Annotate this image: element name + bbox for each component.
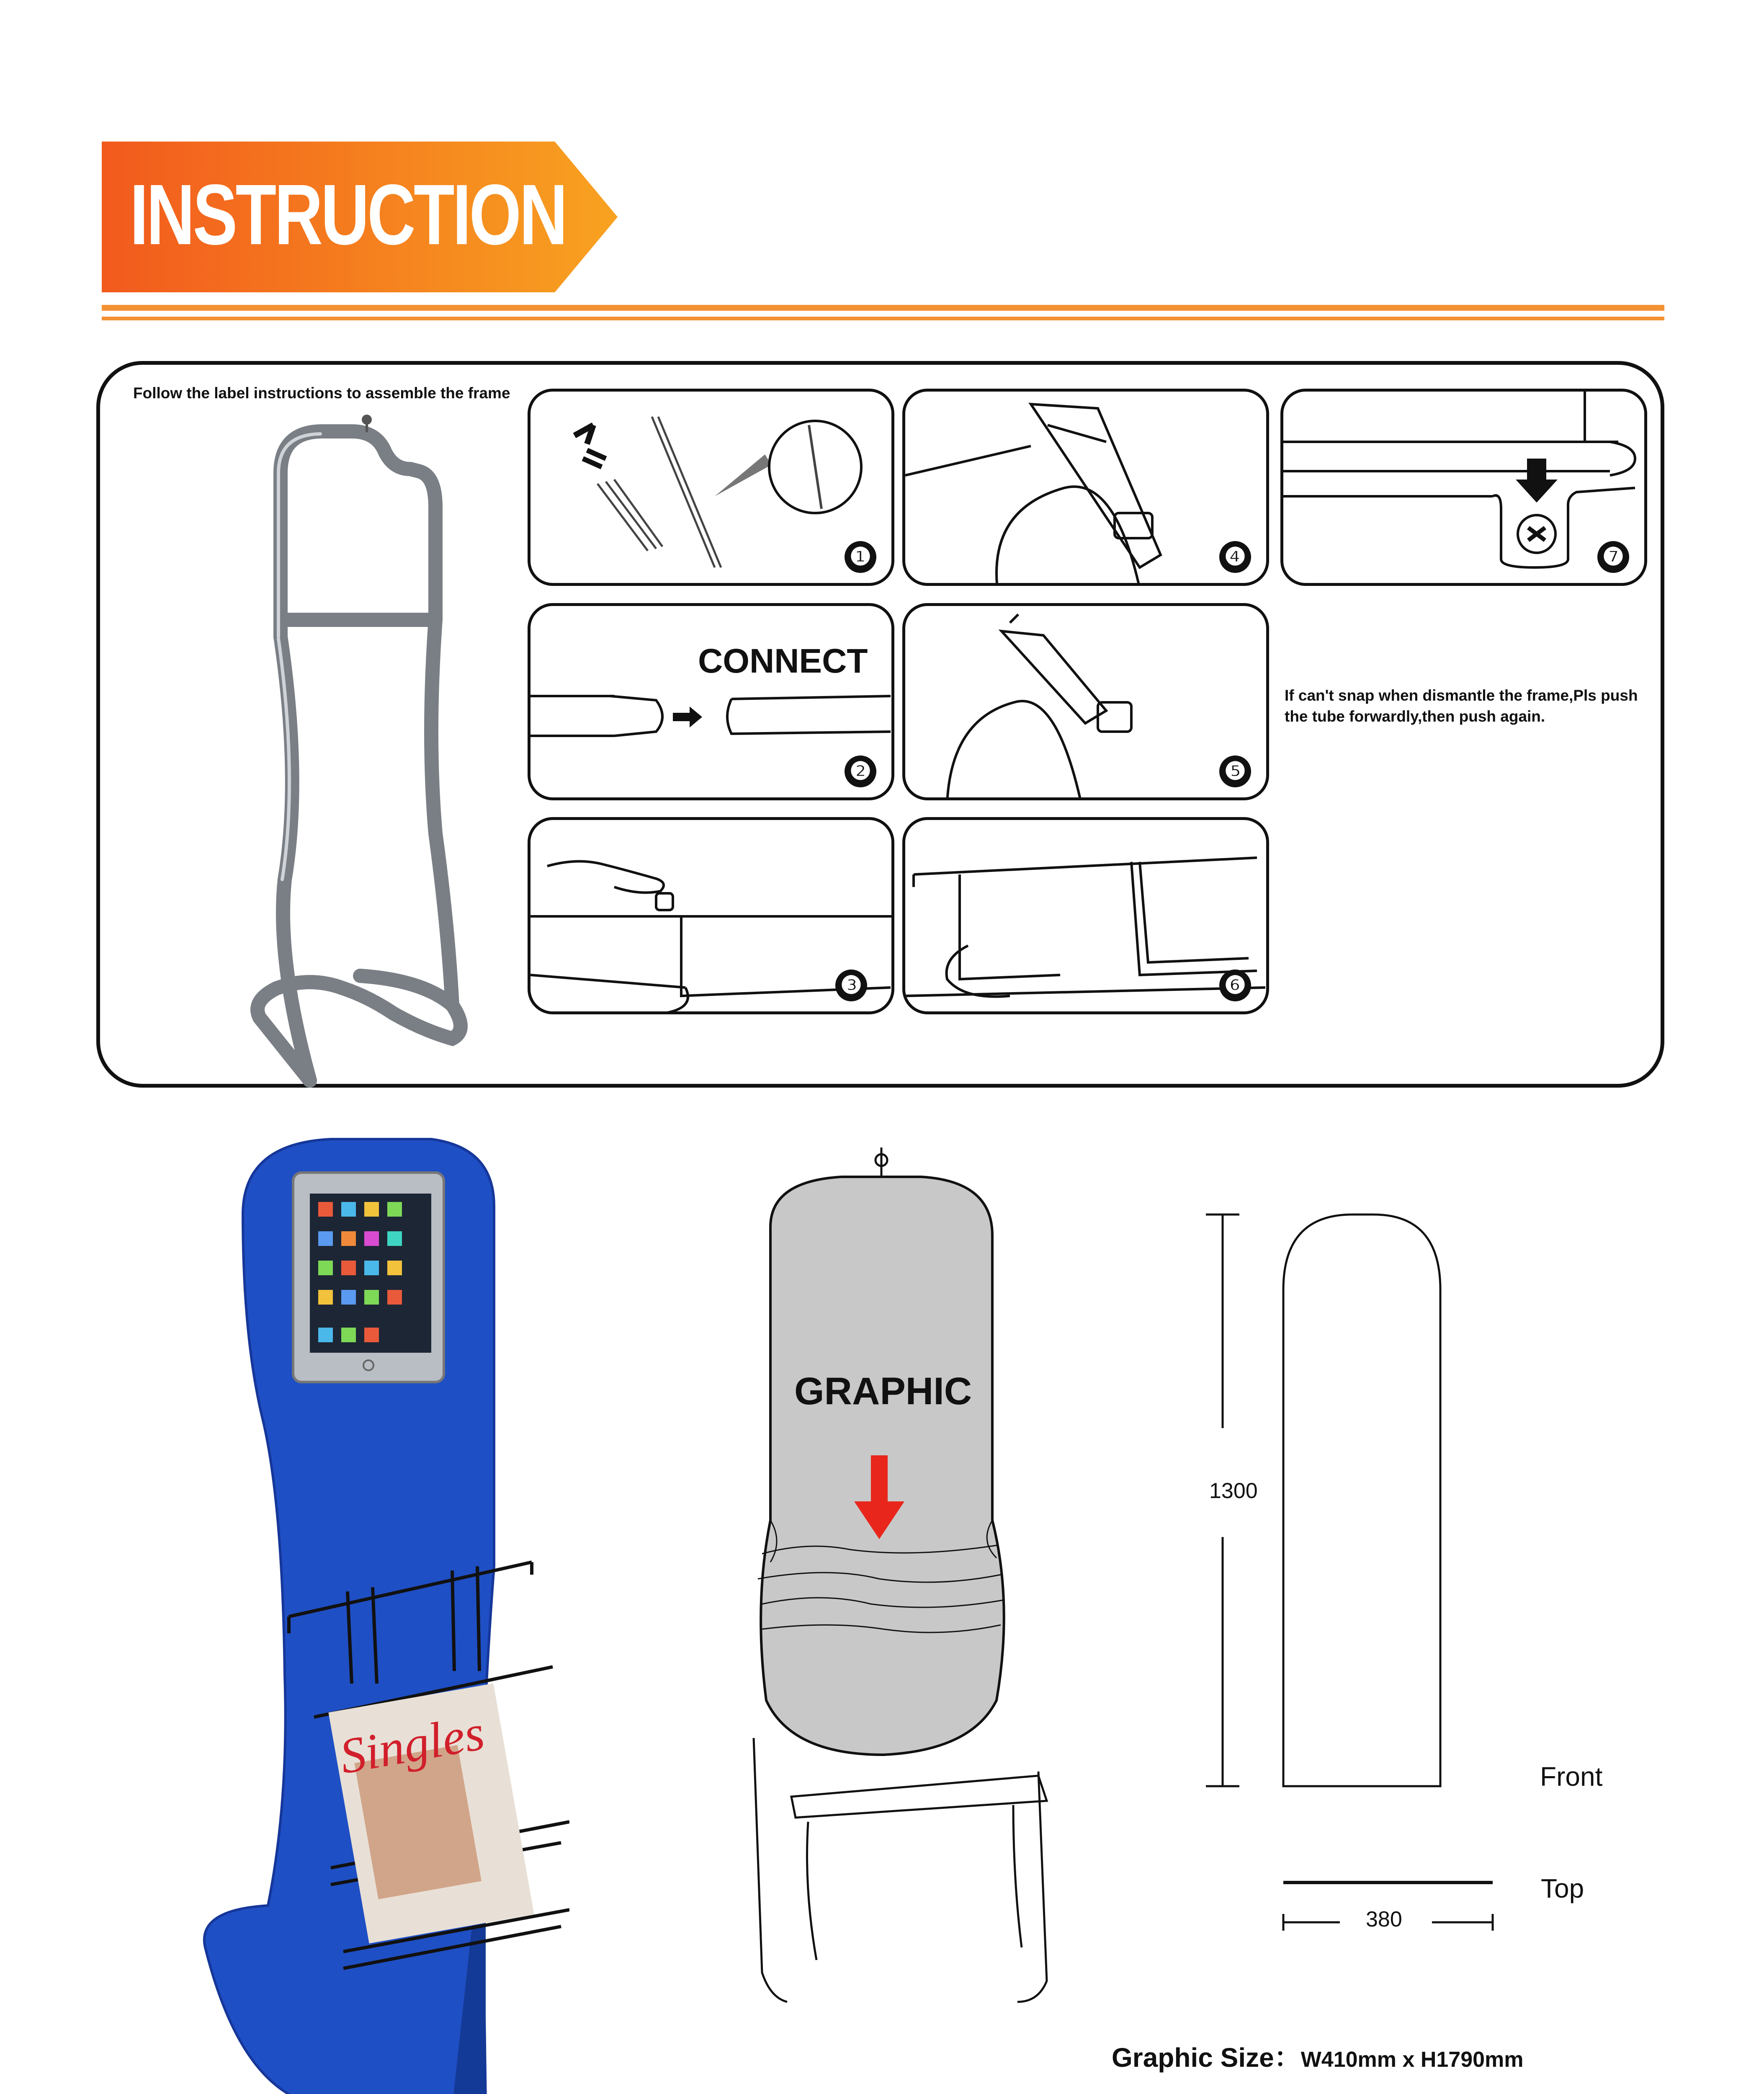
graphic-size-caption bbox=[1112, 2036, 1524, 2075]
graphic-size-label: Graphic Size： bbox=[1112, 2042, 1301, 2073]
graphic-label: GRAPHIC bbox=[794, 1370, 972, 1413]
connect-label: CONNECT bbox=[698, 642, 868, 680]
panel-intro: Follow the label instructions to assemble the frame bbox=[133, 384, 510, 402]
stand-illustration bbox=[193, 1131, 569, 2094]
frame-illustration bbox=[226, 402, 494, 1089]
step-1-badge: ❶ bbox=[845, 541, 876, 573]
step-7-illustration bbox=[1283, 392, 1647, 586]
step-7-card bbox=[1280, 389, 1647, 586]
step-6-badge: ❻ bbox=[1219, 970, 1251, 1001]
header-rule-top bbox=[102, 305, 1664, 311]
step-5-card bbox=[902, 603, 1269, 800]
step-2-illustration bbox=[530, 606, 894, 800]
dimension-diagram bbox=[1206, 1206, 1524, 1939]
down-arrow-icon bbox=[854, 1455, 904, 1539]
step-5-illustration bbox=[905, 606, 1269, 800]
step-1-illustration bbox=[530, 392, 894, 586]
height-dimension-label: 1300 bbox=[1209, 1479, 1258, 1503]
step-1-card bbox=[528, 389, 894, 586]
step-3-badge: ❸ bbox=[835, 970, 867, 1001]
step-4-illustration bbox=[905, 392, 1269, 586]
header-rule-bottom bbox=[102, 317, 1664, 320]
step-2-badge: ❷ bbox=[845, 756, 876, 787]
step-2-card bbox=[528, 603, 894, 800]
front-view-label: Front bbox=[1540, 1761, 1603, 1792]
step-6-card bbox=[902, 817, 1269, 1014]
step-5-badge: ❺ bbox=[1219, 756, 1251, 787]
step-6-illustration bbox=[905, 820, 1269, 1014]
width-dimension-label: 380 bbox=[1366, 1907, 1402, 1932]
page-title: INSTRUCTION bbox=[130, 167, 566, 263]
step-3-card bbox=[528, 817, 894, 1014]
note-line-2: the tube forwardly,then push again. bbox=[1285, 708, 1545, 725]
magazine-title: Singles bbox=[335, 1704, 489, 1785]
graphic-size-value: W410mm x H1790mm bbox=[1300, 2048, 1524, 2072]
step-4-card bbox=[902, 389, 1269, 586]
top-view-label: Top bbox=[1541, 1873, 1584, 1903]
step-4-badge: ❹ bbox=[1219, 541, 1251, 573]
footer-waves bbox=[0, 2086, 1764, 2094]
graphic-sock-illustration bbox=[745, 1143, 1064, 2006]
note-line-1: If can't snap when dismantle the frame,Pls push bbox=[1285, 687, 1638, 704]
step-7-badge: ❼ bbox=[1597, 541, 1629, 573]
